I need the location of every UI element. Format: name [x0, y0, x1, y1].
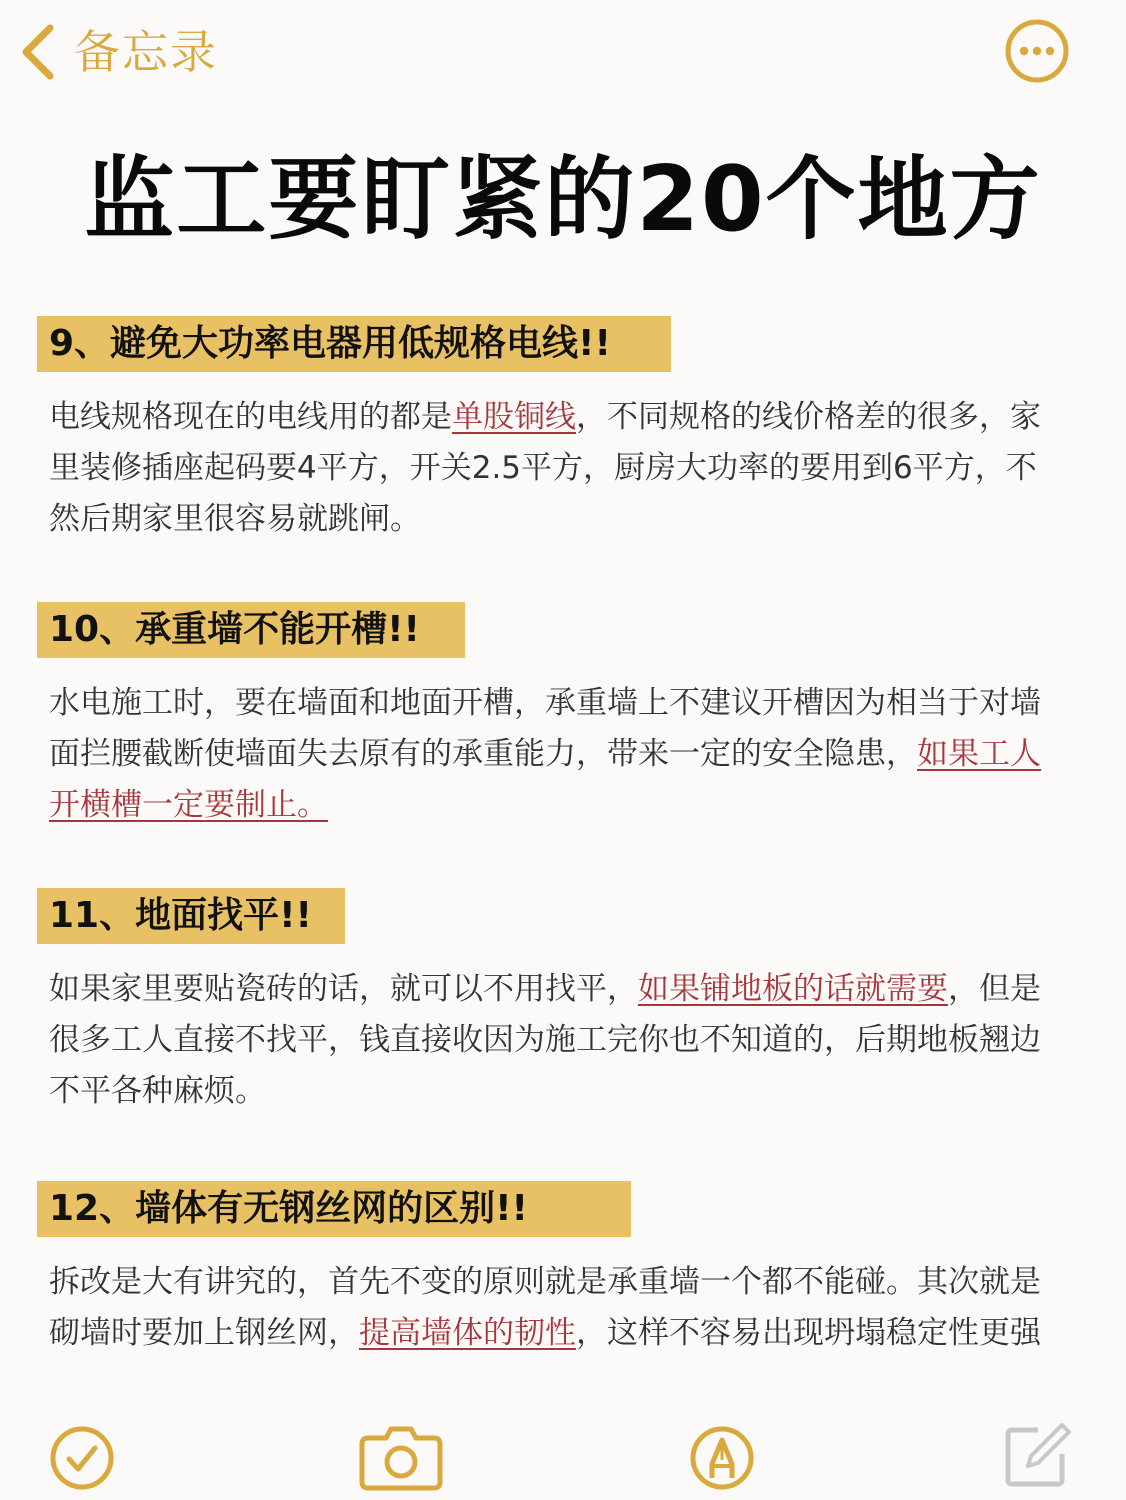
back-button[interactable] [18, 20, 218, 84]
body-text: 如果家里要贴瓷砖的话，就可以不用找平， [49, 971, 638, 1007]
section-body [49, 964, 1049, 1117]
highlight-text: 单股铜线 [452, 399, 576, 435]
body-text: 拆改是大有讲究的，首先不变的原则就是承重墙一个都不能碰。其次就是砌墙时要加上钢丝网， [49, 1264, 1041, 1351]
section-body [49, 392, 1049, 545]
compose-icon[interactable] [1000, 1420, 1074, 1492]
highlight-text: 提高墙体的韧性 [359, 1315, 576, 1351]
body-text: 水电施工时，要在墙面和地面开槽，承重墙上不建议开槽因为相当于对墙面拦腰截断使墙面失去原有的承重能力，带来一定的安全隐患， [49, 685, 1041, 772]
section-body [49, 678, 1049, 831]
highlight-text: 如果工人开横槽一定要制止。 [49, 736, 1041, 823]
camera-icon[interactable] [358, 1422, 444, 1492]
section-heading: 9、避免大功率电器用低规格电线!! [37, 316, 671, 372]
page-title: 监工要盯紧的20个地方 [84, 147, 1042, 252]
highlight-text: 如果铺地板的话就需要 [638, 971, 948, 1007]
section-heading: 11、地面找平!! [37, 888, 345, 944]
section-heading: 10、承重墙不能开槽!! [37, 602, 465, 658]
pen-tip-icon[interactable] [688, 1424, 756, 1492]
body-text: ，不同规格的线价格差的很多，家里装修插座起码要4平方，开关2.5平方，厨房大功率的要用到6平方，不然后期家里很容易就跳闸。 [49, 399, 1041, 537]
chevron-left-icon [18, 20, 58, 84]
body-text: 电线规格现在的电线用的都是 [49, 399, 452, 435]
section-body [49, 1257, 1049, 1359]
body-text: ，但是很多工人直接不找平，钱直接收因为施工完你也不知道的，后期地板翘边不平各种麻烦。 [49, 971, 1041, 1109]
section-heading: 12、墙体有无钢丝网的区别!! [37, 1181, 631, 1237]
checkmark-circle-icon[interactable] [48, 1424, 116, 1492]
back-label: 备忘录 [74, 25, 218, 79]
ellipsis-circle-icon[interactable] [1004, 18, 1070, 84]
body-text: ，这样不容易出现坍塌稳定性更强 [576, 1315, 1041, 1351]
